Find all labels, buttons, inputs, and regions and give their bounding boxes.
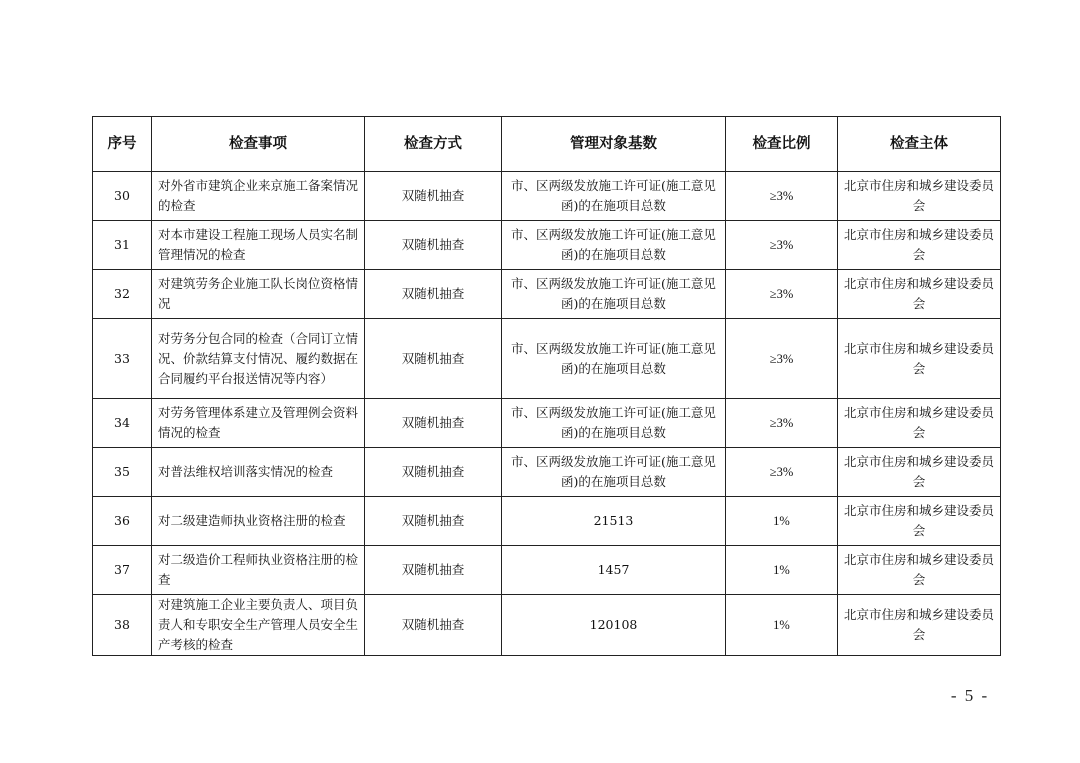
header-method: 检查方式	[365, 117, 502, 172]
row-item: 对建筑施工企业主要负责人、项目负责人和专职安全生产管理人员安全生产考核的检查	[152, 595, 365, 656]
table-header-row	[93, 117, 1001, 172]
row-ratio: ≥3%	[726, 319, 838, 399]
row-body: 北京市住房和城乡建设委员会	[838, 270, 1001, 319]
row-num: 38	[93, 595, 152, 656]
header-ratio: 检查比例	[726, 117, 838, 172]
row-item: 对劳务管理体系建立及管理例会资料情况的检查	[152, 399, 365, 448]
row-ratio: 1%	[726, 497, 838, 546]
table-row	[93, 399, 1001, 448]
row-num: 37	[93, 546, 152, 595]
row-base: 21513	[502, 497, 726, 546]
row-ratio: 1%	[726, 595, 838, 656]
row-method: 双随机抽查	[365, 221, 502, 270]
row-num: 31	[93, 221, 152, 270]
row-num: 30	[93, 172, 152, 221]
row-body: 北京市住房和城乡建设委员会	[838, 595, 1001, 656]
row-ratio: ≥3%	[726, 221, 838, 270]
row-num: 34	[93, 399, 152, 448]
table-row	[93, 448, 1001, 497]
table-row	[93, 319, 1001, 399]
inspection-table	[92, 116, 1001, 656]
row-base: 市、区两级发放施工许可证(施工意见函)的在施项目总数	[502, 221, 726, 270]
row-base: 120108	[502, 595, 726, 656]
table-row	[93, 595, 1001, 656]
row-base: 市、区两级发放施工许可证(施工意见函)的在施项目总数	[502, 172, 726, 221]
table-row	[93, 497, 1001, 546]
row-body: 北京市住房和城乡建设委员会	[838, 319, 1001, 399]
row-method: 双随机抽查	[365, 172, 502, 221]
row-item: 对二级建造师执业资格注册的检查	[152, 497, 365, 546]
row-num: 32	[93, 270, 152, 319]
header-base: 管理对象基数	[502, 117, 726, 172]
row-body: 北京市住房和城乡建设委员会	[838, 546, 1001, 595]
header-num: 序号	[93, 117, 152, 172]
row-body: 北京市住房和城乡建设委员会	[838, 497, 1001, 546]
row-base: 市、区两级发放施工许可证(施工意见函)的在施项目总数	[502, 270, 726, 319]
row-item: 对二级造价工程师执业资格注册的检查	[152, 546, 365, 595]
header-body: 检查主体	[838, 117, 1001, 172]
row-ratio: ≥3%	[726, 172, 838, 221]
row-item: 对本市建设工程施工现场人员实名制管理情况的检查	[152, 221, 365, 270]
row-num: 36	[93, 497, 152, 546]
row-base: 市、区两级发放施工许可证(施工意见函)的在施项目总数	[502, 399, 726, 448]
row-method: 双随机抽查	[365, 497, 502, 546]
row-body: 北京市住房和城乡建设委员会	[838, 221, 1001, 270]
row-ratio: ≥3%	[726, 448, 838, 497]
row-ratio: ≥3%	[726, 399, 838, 448]
table-row	[93, 270, 1001, 319]
row-body: 北京市住房和城乡建设委员会	[838, 172, 1001, 221]
row-num: 33	[93, 319, 152, 399]
row-method: 双随机抽查	[365, 448, 502, 497]
row-item: 对外省市建筑企业来京施工备案情况的检查	[152, 172, 365, 221]
row-ratio: 1%	[726, 546, 838, 595]
row-method: 双随机抽查	[365, 319, 502, 399]
row-method: 双随机抽查	[365, 399, 502, 448]
table-row	[93, 221, 1001, 270]
row-method: 双随机抽查	[365, 546, 502, 595]
row-method: 双随机抽查	[365, 270, 502, 319]
table-row	[93, 172, 1001, 221]
row-method: 双随机抽查	[365, 595, 502, 656]
row-body: 北京市住房和城乡建设委员会	[838, 399, 1001, 448]
page-number: - 5 -	[950, 686, 990, 705]
row-num: 35	[93, 448, 152, 497]
row-base: 市、区两级发放施工许可证(施工意见函)的在施项目总数	[502, 448, 726, 497]
row-base: 1457	[502, 546, 726, 595]
row-item: 对普法维权培训落实情况的检查	[152, 448, 365, 497]
header-item: 检查事项	[152, 117, 365, 172]
row-item: 对劳务分包合同的检查（合同订立情况、价款结算支付情况、履约数据在合同履约平台报送情况等内容）	[152, 319, 365, 399]
row-base: 市、区两级发放施工许可证(施工意见函)的在施项目总数	[502, 319, 726, 399]
row-body: 北京市住房和城乡建设委员会	[838, 448, 1001, 497]
row-ratio: ≥3%	[726, 270, 838, 319]
row-item: 对建筑劳务企业施工队长岗位资格情况	[152, 270, 365, 319]
table-row	[93, 546, 1001, 595]
